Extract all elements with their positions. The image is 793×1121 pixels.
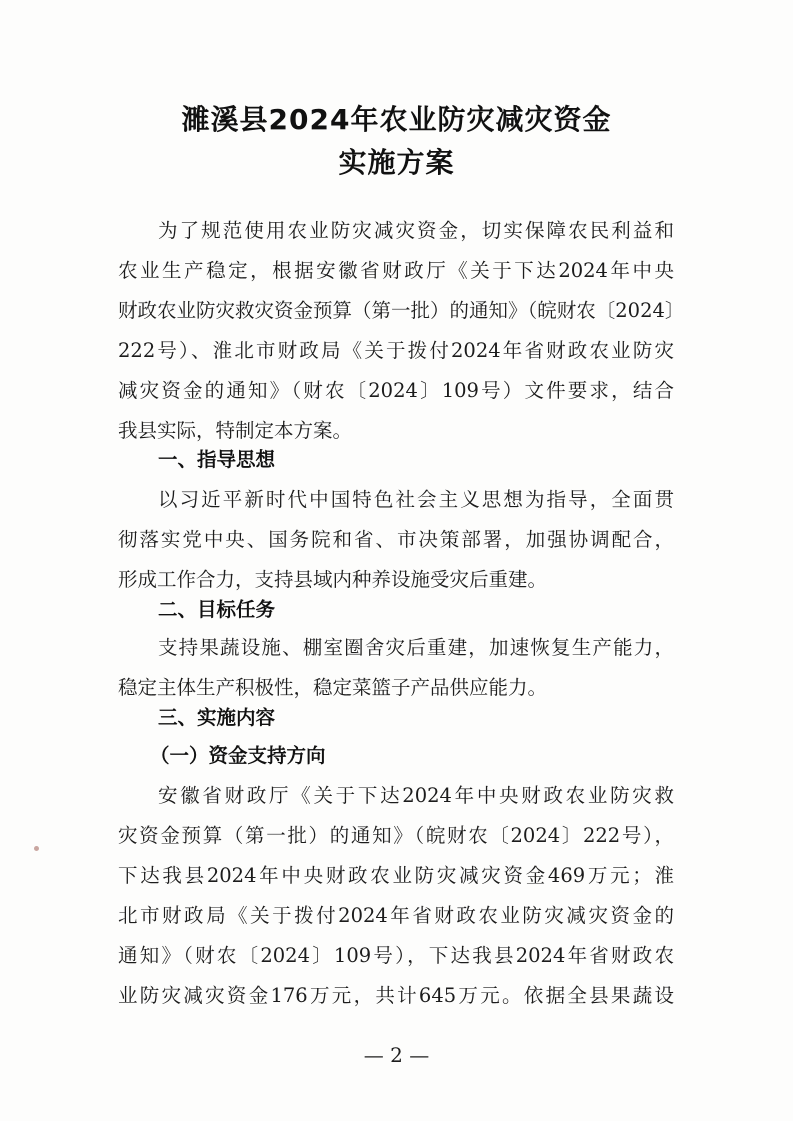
section1-line-1: 以习近平新时代中国特色社会主义思想为指导，全面贯 bbox=[158, 488, 674, 511]
intro-line-6: 我县实际，特制定本方案。 bbox=[118, 419, 353, 442]
section-heading-guiding-ideology: 一、指导思想 bbox=[158, 448, 276, 471]
document-title-line-1: 濉溪县2024年农业防灾减灾资金 bbox=[181, 103, 612, 136]
intro-line-4: 222号）、淮北市财政局《关于拨付2024年省财政农业防灾 bbox=[118, 339, 674, 362]
scan-speck bbox=[34, 846, 39, 851]
subheading-fund-support-direction: （一）资金支持方向 bbox=[150, 744, 326, 767]
section2-line-2: 稳定主体生产积极性，稳定菜篮子产品供应能力。 bbox=[118, 676, 548, 699]
section1-line-2: 彻落实党中央、国务院和省、市决策部署，加强协调配合， bbox=[118, 528, 674, 551]
intro-line-5: 减灾资金的通知》（财农〔2024〕109号）文件要求，结合 bbox=[118, 379, 674, 402]
page-number: — 2 — bbox=[363, 1043, 430, 1067]
section2-line-1: 支持果蔬设施、棚室圈舍灾后重建，加速恢复生产能力， bbox=[158, 636, 674, 659]
document-title-line-2: 实施方案 bbox=[338, 146, 455, 179]
section3-line-4: 北市财政局《关于拨付2024年省财政农业防灾减灾资金的 bbox=[118, 904, 674, 927]
section-heading-target-tasks: 二、目标任务 bbox=[158, 598, 276, 621]
section3-line-5: 通知》（财农〔2024〕109号），下达我县2024年省财政农 bbox=[118, 944, 674, 967]
section-heading-implementation: 三、实施内容 bbox=[158, 706, 276, 729]
section3-line-6: 业防灾减灾资金176万元，共计645万元。依据全县果蔬设 bbox=[118, 984, 674, 1007]
section3-line-1: 安徽省财政厅《关于下达2024年中央财政农业防灾救 bbox=[158, 784, 674, 807]
intro-line-1: 为了规范使用农业防灾减灾资金，切实保障农民利益和 bbox=[158, 219, 674, 242]
section3-line-3: 下达我县2024年中央财政农业防灾减灾资金469万元；淮 bbox=[118, 864, 674, 887]
intro-line-2: 农业生产稳定，根据安徽省财政厅《关于下达2024年中央 bbox=[118, 259, 674, 282]
section3-line-2: 灾资金预算（第一批）的通知》（皖财农〔2024〕222号）， bbox=[118, 824, 674, 847]
intro-line-3: 财政农业防灾救灾资金预算（第一批）的通知》（皖财农〔2024〕 bbox=[118, 299, 685, 322]
section1-line-3: 形成工作合力，支持县域内种养设施受灾后重建。 bbox=[118, 568, 548, 591]
